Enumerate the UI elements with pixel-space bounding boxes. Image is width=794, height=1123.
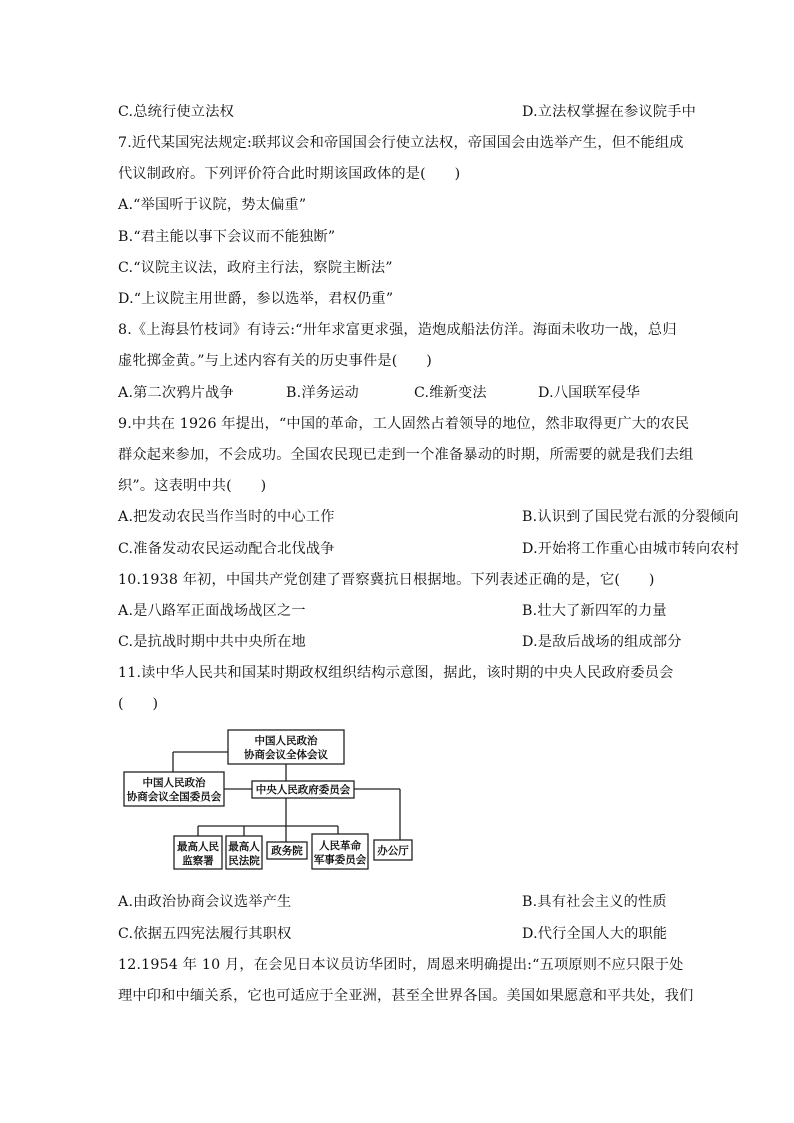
box-cppcc-national-line1: 中国人民政治 <box>142 777 206 789</box>
q10-stem-line1: 10.1938 年初，中国共产党创建了晋察冀抗日根据地。下列表述正确的是，它( ) <box>118 572 655 588</box>
box-council-label: 政务院 <box>271 845 303 857</box>
q11-structure-diagram <box>118 722 418 872</box>
q9-option-row2 <box>118 539 740 559</box>
q10-option-b: B.壮大了新四军的力量 <box>522 603 667 619</box>
q6-option-c: C.总统行使立法权 <box>118 104 234 120</box>
box-general-office-label: 办公厅 <box>377 845 409 857</box>
q10-option-a: A.是八路军正面战场战区之一 <box>118 603 306 619</box>
box-cppcc-plenary-line1: 中国人民政治 <box>254 735 318 747</box>
box-military-line1: 人民革命 <box>319 840 361 852</box>
q9-stem-line3: 织”。这表明中共( ) <box>118 478 267 494</box>
q10-option-row1 <box>118 601 667 621</box>
q8-stem-line1: 8.《上海县竹枝词》有诗云:“卅年求富更求强，造炮成船法仿洋。海面未收功一战，总归 <box>118 322 677 338</box>
q11-option-row2 <box>118 924 668 944</box>
q7-stem-line2: 代议制政府。下列评价符合此时期该国政体的是( ) <box>118 166 461 182</box>
q12-stem-line2: 理中印和中缅关系，它也可适应于全亚洲，甚至全世界各国。美国如果愿意和平共处，我们 <box>118 988 694 1004</box>
q11-option-c: C.依据五四宪法履行其职权 <box>118 926 292 942</box>
box-military-line2: 军事委员会 <box>313 854 367 866</box>
q8-option-b: B.洋务运动 <box>286 385 359 401</box>
q8-option-a: A.第二次鸦片战争 <box>118 385 234 401</box>
q9-option-c: C.准备发动农民运动配合北伐战争 <box>118 541 335 557</box>
q11-option-b: B.具有社会主义的性质 <box>522 894 667 910</box>
q7-option-c: C.“议院主议法，政府主行法，察院主断法” <box>118 260 393 276</box>
q7-option-d: D.“上议院主用世爵，参以选举，君权仍重” <box>118 291 394 307</box>
q9-option-b: B.认识到了国民党右派的分裂倾向 <box>522 509 739 525</box>
q8-option-d: D.八国联军侵华 <box>538 385 641 401</box>
q11-stem-line2: ( ) <box>118 696 159 712</box>
q11-option-d: D.代行全国人大的职能 <box>522 926 668 942</box>
q6-option-row <box>118 102 697 122</box>
q10-option-row2 <box>118 632 682 652</box>
q11-option-row1 <box>118 892 667 912</box>
q9-option-a: A.把发动农民当作当时的中心工作 <box>118 509 335 525</box>
box-central-government-label: 中央人民政府委员会 <box>255 784 351 796</box>
q11-option-a: A.由政治协商会议选举产生 <box>118 894 292 910</box>
box-court-line2: 民法院 <box>228 855 260 867</box>
q9-option-row1 <box>118 507 739 527</box>
q8-option-c: C.维新变法 <box>414 385 487 401</box>
box-cppcc-national-line2: 协商会议全国委员会 <box>126 791 222 803</box>
q9-option-d: D.开始将工作重心由城市转向农村 <box>522 541 740 557</box>
q9-stem-line1: 9.中共在 1926 年提出，“中国的革命，工人固然占着领导的地位，然非取得更广大的农民 <box>118 416 690 432</box>
q7-stem-line1: 7.近代某国宪法规定:联邦议会和帝国国会行使立法权，帝国国会由选举产生，但不能组成 <box>118 135 684 151</box>
q12-stem-line1: 12.1954 年 10 月，在会见日本议员访华团时，周恩来明确提出:“五项原则不应只限于处 <box>118 957 684 973</box>
box-cppcc-plenary-line2: 协商会议全体会议 <box>244 749 328 761</box>
box-court-line1: 最高人 <box>228 841 260 853</box>
box-procuratorate-line1: 最高人民 <box>177 841 219 853</box>
q10-option-d: D.是敌后战场的组成部分 <box>522 634 682 650</box>
q10-option-c: C.是抗战时期中共中央所在地 <box>118 634 306 650</box>
q11-stem-line1: 11.读中华人民共和国某时期政权组织结构示意图，据此，该时期的中央人民政府委员会 <box>118 665 674 681</box>
q8-stem-line2: 虚牝掷金黄。”与上述内容有关的历史事件是( ) <box>118 353 432 369</box>
q9-stem-line2: 群众起来参加，不会成功。全国农民现已走到一个准备暴动的时期，所需要的就是我们去组 <box>118 447 694 463</box>
q6-option-d: D.立法权掌握在参议院手中 <box>522 104 697 120</box>
q7-option-b: B.“君主能以事下会议而不能独断” <box>118 229 336 245</box>
box-procuratorate-line2: 监察署 <box>182 855 214 867</box>
q7-option-a: A.“举国听于议院，势太偏重” <box>118 197 307 213</box>
